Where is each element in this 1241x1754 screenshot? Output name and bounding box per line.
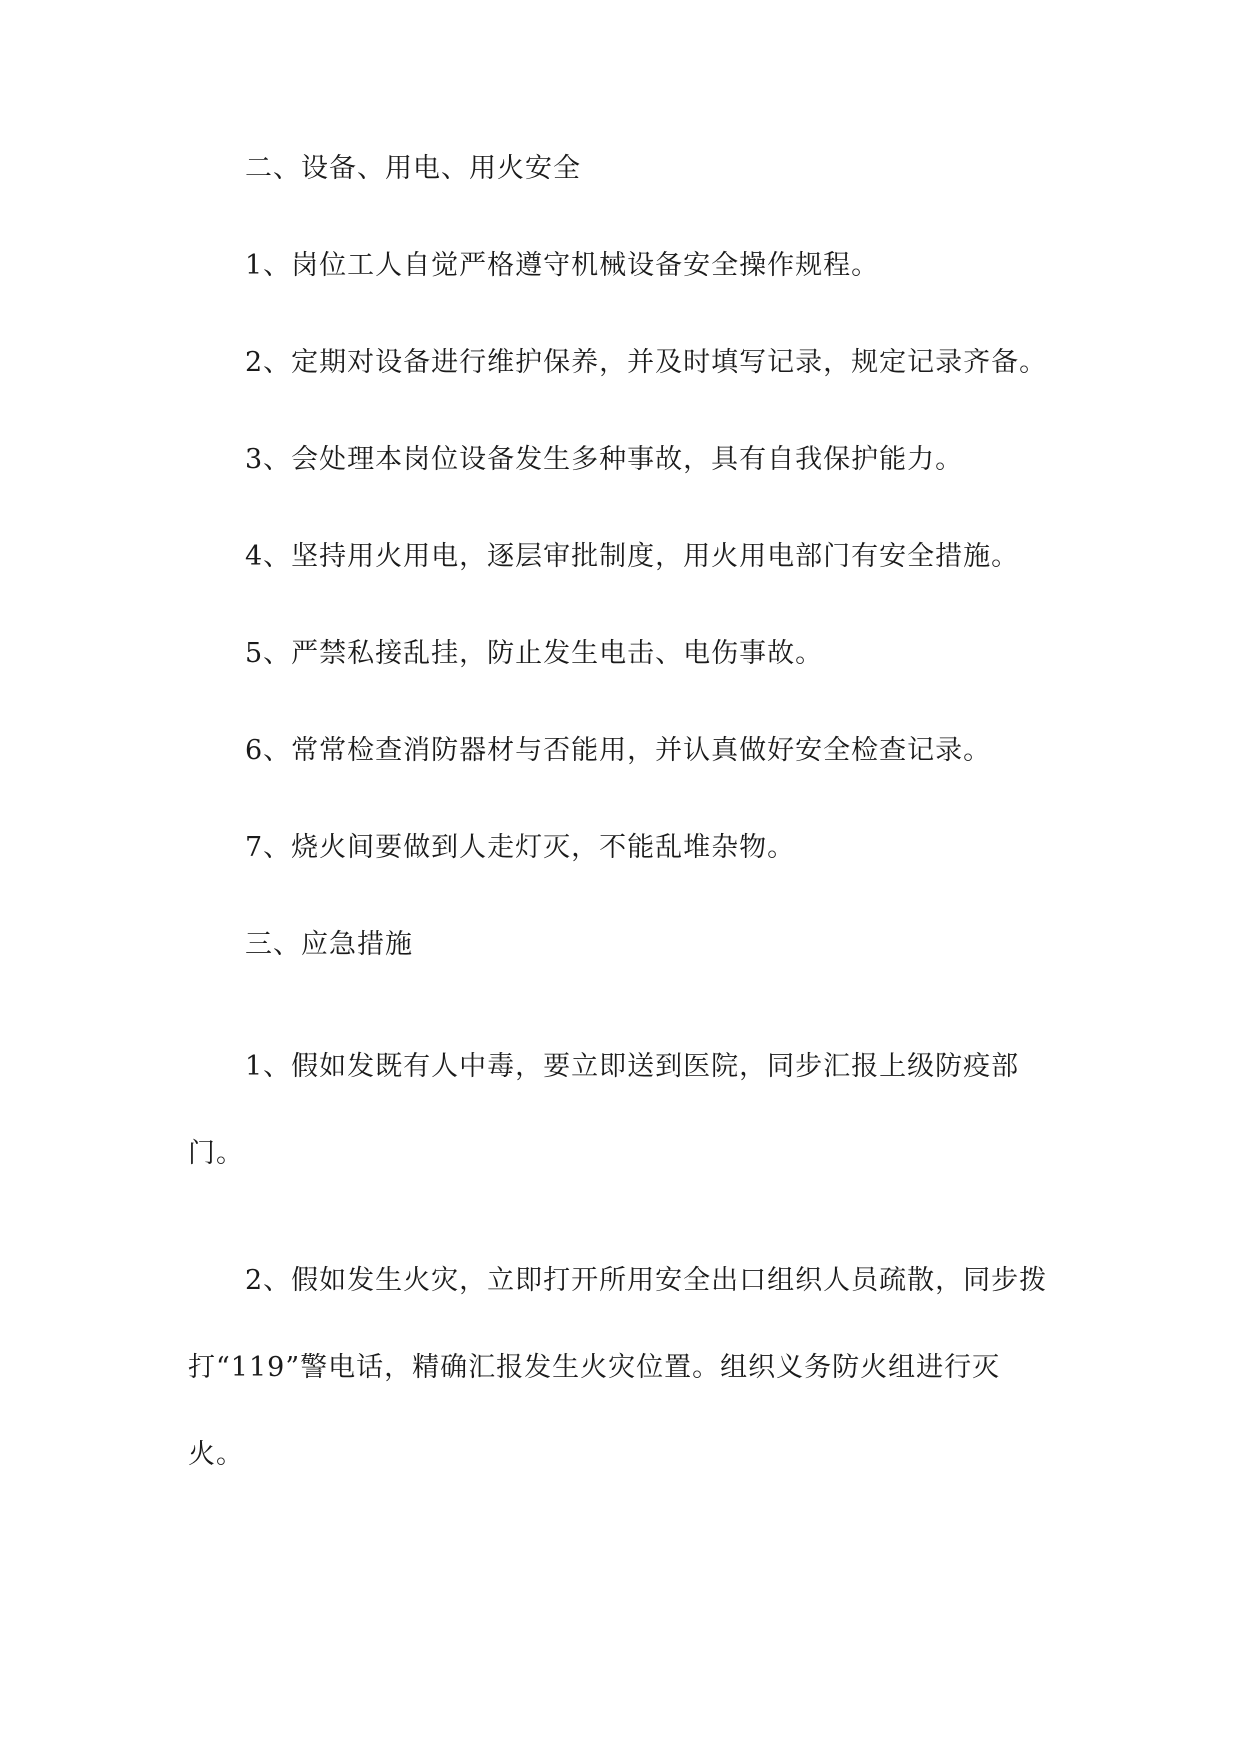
document-body: [188, 150, 1048, 1498]
paragraph-item-1: 1、岗位工人自觉严格遵守机械设备安全操作规程。: [245, 250, 880, 281]
emergency-item-fire: 2、假如发生火灾，立即打开所用安全出口组织人员疏散，同步拨打“119”警电话，精确汇报发生火灾位置。组织义务防火组进行灭火。: [188, 1265, 1048, 1470]
paragraph-item-6: 6、常常检查消防器材与否能用，并认真做好安全检查记录。: [245, 735, 992, 766]
paragraph-item-5: 5、严禁私接乱挂，防止发生电击、电伤事故。: [245, 638, 824, 669]
paragraph-item-2: 2、定期对设备进行维护保养，并及时填写记录，规定记录齐备。: [245, 347, 1048, 378]
emergency-item-poisoning: 1、假如发既有人中毒，要立即送到医院，同步汇报上级防疫部门。: [188, 1051, 1020, 1169]
section-heading-emergency-measures: 三、应急措施: [245, 929, 413, 960]
paragraph-item-7: 7、烧火间要做到人走灯灭，不能乱堆杂物。: [245, 832, 796, 863]
paragraph-item-4: 4、坚持用火用电，逐层审批制度，用火用电部门有安全措施。: [245, 541, 1020, 572]
paragraph-item-3: 3、会处理本岗位设备发生多种事故，具有自我保护能力。: [245, 444, 964, 475]
section-heading-equipment-safety: 二、设备、用电、用火安全: [245, 153, 581, 184]
